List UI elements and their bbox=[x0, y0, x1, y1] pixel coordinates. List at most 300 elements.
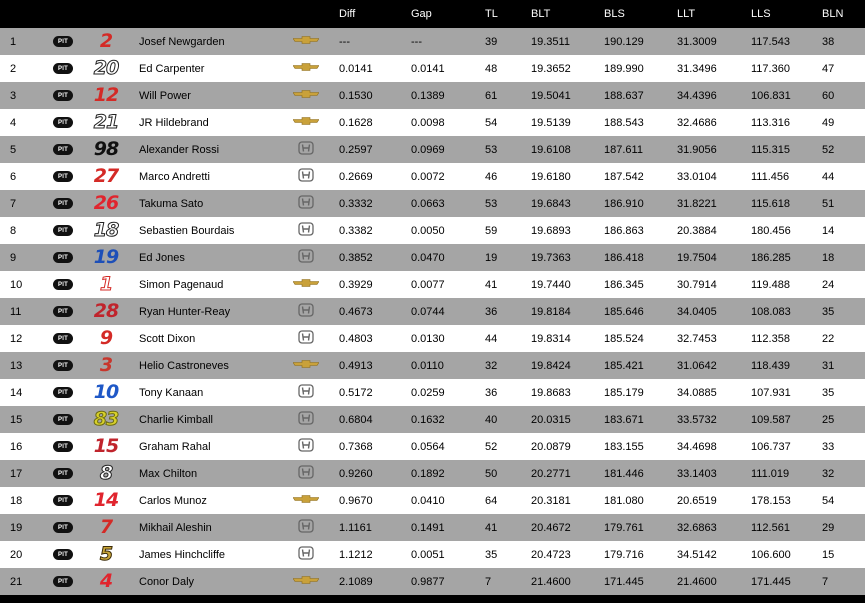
last-lap-speed-cell: 186.285 bbox=[751, 251, 791, 264]
total-laps-cell: 64 bbox=[485, 494, 498, 507]
pit-cell bbox=[53, 217, 73, 244]
pit-cell bbox=[53, 325, 73, 352]
last-lap-time-cell: 19.7504 bbox=[677, 251, 717, 264]
gap-cell: 0.0410 bbox=[411, 494, 445, 507]
best-lap-number-cell: 7 bbox=[822, 575, 829, 588]
best-lap-time-cell: 19.6108 bbox=[531, 143, 571, 156]
best-lap-number-cell: 14 bbox=[822, 224, 835, 237]
best-lap-time-cell: 20.0879 bbox=[531, 440, 571, 453]
chevrolet-icon bbox=[293, 278, 319, 291]
last-lap-time-cell: 31.3009 bbox=[677, 35, 717, 48]
position-cell: 21 bbox=[10, 575, 23, 588]
table-row[interactable] bbox=[0, 406, 865, 433]
best-lap-number-cell: 32 bbox=[822, 467, 835, 480]
engine-cell bbox=[291, 82, 321, 109]
total-laps-cell: 53 bbox=[485, 143, 498, 156]
pit-badge-icon: PIT bbox=[53, 387, 73, 398]
diff-cell: 0.3852 bbox=[339, 251, 373, 264]
engine-cell bbox=[291, 28, 321, 55]
pit-badge-icon: PIT bbox=[53, 333, 73, 344]
best-lap-time-cell: 19.5041 bbox=[531, 89, 571, 102]
gap-cell: 0.0110 bbox=[411, 359, 444, 372]
best-lap-number-cell: 25 bbox=[822, 413, 835, 426]
table-row[interactable] bbox=[0, 109, 865, 136]
engine-cell bbox=[291, 217, 321, 244]
car-number-label: 28 bbox=[93, 300, 119, 322]
car-number bbox=[88, 568, 124, 595]
best-lap-time-cell: 20.3181 bbox=[531, 494, 571, 507]
total-laps-cell: 54 bbox=[485, 116, 498, 129]
diff-cell: 0.2597 bbox=[339, 143, 373, 156]
best-lap-number-cell: 18 bbox=[822, 251, 835, 264]
total-laps-cell: 40 bbox=[485, 413, 498, 426]
chevrolet-icon bbox=[293, 494, 319, 507]
engine-cell bbox=[291, 433, 321, 460]
car-number-label: 83 bbox=[93, 408, 119, 430]
gap-cell: 0.1892 bbox=[411, 467, 445, 480]
gap-cell: 0.1632 bbox=[411, 413, 445, 426]
pit-badge-icon: PIT bbox=[53, 36, 73, 47]
total-laps-cell: 7 bbox=[485, 575, 492, 588]
gap-cell: 0.0050 bbox=[411, 224, 445, 237]
position-cell: 14 bbox=[10, 386, 23, 399]
last-lap-speed-cell: 106.831 bbox=[751, 89, 791, 102]
last-lap-speed-cell: 119.488 bbox=[751, 278, 790, 291]
diff-cell: --- bbox=[339, 35, 350, 48]
car-number-label: 15 bbox=[93, 435, 119, 457]
best-lap-speed-cell: 185.646 bbox=[604, 305, 644, 318]
last-lap-speed-cell: 112.358 bbox=[751, 332, 790, 345]
column-header-row bbox=[0, 0, 865, 28]
last-lap-time-cell: 20.6519 bbox=[677, 494, 717, 507]
pit-cell bbox=[53, 190, 73, 217]
honda-icon bbox=[298, 465, 314, 482]
last-lap-speed-cell: 180.456 bbox=[751, 224, 791, 237]
column-header-diff[interactable]: Diff bbox=[339, 8, 356, 20]
total-laps-cell: 39 bbox=[485, 35, 498, 48]
diff-cell: 0.4803 bbox=[339, 332, 373, 345]
total-laps-cell: 41 bbox=[485, 521, 498, 534]
gap-cell: 0.0098 bbox=[411, 116, 445, 129]
best-lap-number-cell: 31 bbox=[822, 359, 835, 372]
last-lap-speed-cell: 109.587 bbox=[751, 413, 791, 426]
honda-icon bbox=[298, 195, 314, 212]
best-lap-number-cell: 24 bbox=[822, 278, 835, 291]
pit-cell bbox=[53, 352, 73, 379]
driver-name[interactable]: Conor Daly bbox=[139, 575, 195, 588]
driver-name[interactable]: Carlos Munoz bbox=[139, 494, 207, 507]
chevrolet-icon bbox=[293, 575, 319, 588]
driver-name[interactable]: Simon Pagenaud bbox=[139, 278, 224, 291]
gap-cell: 0.0072 bbox=[411, 170, 445, 183]
total-laps-cell: 41 bbox=[485, 278, 498, 291]
pit-badge-icon: PIT bbox=[53, 90, 73, 101]
best-lap-time-cell: 19.6843 bbox=[531, 197, 571, 210]
driver-name[interactable]: Will Power bbox=[139, 89, 191, 102]
car-number bbox=[88, 55, 124, 82]
car-number-label: 14 bbox=[93, 489, 119, 511]
chevrolet-icon bbox=[293, 116, 319, 129]
driver-name[interactable]: Max Chilton bbox=[139, 467, 198, 480]
engine-cell bbox=[291, 136, 321, 163]
best-lap-speed-cell: 183.671 bbox=[604, 413, 644, 426]
diff-cell: 1.1161 bbox=[339, 521, 372, 534]
gap-cell: 0.0470 bbox=[411, 251, 445, 264]
best-lap-speed-cell: 186.345 bbox=[604, 278, 644, 291]
chevrolet-icon bbox=[293, 89, 319, 102]
last-lap-speed-cell: 117.360 bbox=[751, 62, 790, 75]
honda-icon bbox=[298, 411, 314, 428]
car-number bbox=[88, 82, 124, 109]
gap-cell: 0.9877 bbox=[411, 575, 445, 588]
last-lap-speed-cell: 111.019 bbox=[751, 467, 790, 480]
engine-cell bbox=[291, 55, 321, 82]
driver-name[interactable]: Ed Carpenter bbox=[139, 62, 205, 75]
pit-badge-icon: PIT bbox=[53, 549, 73, 560]
position-cell: 3 bbox=[10, 89, 17, 102]
diff-cell: 0.7368 bbox=[339, 440, 373, 453]
pit-badge-icon: PIT bbox=[53, 117, 73, 128]
table-row[interactable] bbox=[0, 541, 865, 568]
honda-icon bbox=[298, 546, 314, 563]
pit-cell bbox=[53, 406, 73, 433]
best-lap-time-cell: 20.2771 bbox=[531, 467, 571, 480]
total-laps-cell: 53 bbox=[485, 197, 498, 210]
driver-name[interactable]: Helio Castroneves bbox=[139, 359, 229, 372]
engine-cell bbox=[291, 460, 321, 487]
car-number bbox=[88, 487, 124, 514]
best-lap-speed-cell: 187.542 bbox=[604, 170, 644, 183]
car-number bbox=[88, 163, 124, 190]
pit-cell bbox=[53, 379, 73, 406]
best-lap-speed-cell: 171.445 bbox=[604, 575, 644, 588]
best-lap-speed-cell: 186.863 bbox=[604, 224, 644, 237]
car-number bbox=[88, 406, 124, 433]
last-lap-speed-cell: 113.316 bbox=[751, 116, 790, 129]
table-row[interactable] bbox=[0, 28, 865, 55]
car-number-label: 8 bbox=[99, 462, 113, 484]
gap-cell: 0.0564 bbox=[411, 440, 445, 453]
honda-icon bbox=[298, 303, 314, 320]
position-cell: 2 bbox=[10, 62, 17, 75]
honda-icon bbox=[298, 168, 314, 185]
last-lap-time-cell: 31.9056 bbox=[677, 143, 717, 156]
pit-cell bbox=[53, 433, 73, 460]
position-cell: 11 bbox=[10, 305, 22, 318]
last-lap-time-cell: 32.7453 bbox=[677, 332, 717, 345]
car-number-label: 3 bbox=[99, 354, 113, 376]
table-row[interactable] bbox=[0, 568, 865, 595]
car-number bbox=[88, 136, 124, 163]
pit-badge-icon: PIT bbox=[53, 306, 73, 317]
diff-cell: 0.9670 bbox=[339, 494, 373, 507]
car-number-label: 1 bbox=[99, 273, 113, 295]
table-row[interactable] bbox=[0, 325, 865, 352]
car-number-label: 26 bbox=[93, 192, 119, 214]
position-cell: 4 bbox=[10, 116, 17, 129]
position-cell: 12 bbox=[10, 332, 23, 345]
car-number bbox=[88, 298, 124, 325]
total-laps-cell: 32 bbox=[485, 359, 498, 372]
last-lap-time-cell: 34.5142 bbox=[677, 548, 717, 561]
table-row[interactable] bbox=[0, 217, 865, 244]
driver-name[interactable]: Graham Rahal bbox=[139, 440, 211, 453]
last-lap-speed-cell: 107.931 bbox=[751, 386, 791, 399]
best-lap-speed-cell: 181.080 bbox=[604, 494, 644, 507]
best-lap-number-cell: 54 bbox=[822, 494, 835, 507]
column-header-lls[interactable]: LLS bbox=[751, 8, 771, 20]
gap-cell: 0.0141 bbox=[411, 62, 445, 75]
honda-icon bbox=[298, 519, 314, 536]
best-lap-speed-cell: 179.761 bbox=[604, 521, 644, 534]
car-number bbox=[88, 190, 124, 217]
chevrolet-icon bbox=[293, 35, 319, 48]
diff-cell: 1.1212 bbox=[339, 548, 373, 561]
car-number-label: 9 bbox=[99, 327, 113, 349]
last-lap-time-cell: 31.3496 bbox=[677, 62, 717, 75]
last-lap-time-cell: 34.4396 bbox=[677, 89, 717, 102]
diff-cell: 0.4673 bbox=[339, 305, 373, 318]
pit-badge-icon: PIT bbox=[53, 522, 73, 533]
gap-cell: 0.1491 bbox=[411, 521, 445, 534]
driver-name[interactable]: Josef Newgarden bbox=[139, 35, 225, 48]
car-number bbox=[88, 541, 124, 568]
honda-icon bbox=[298, 330, 314, 347]
best-lap-number-cell: 44 bbox=[822, 170, 835, 183]
last-lap-speed-cell: 115.618 bbox=[751, 197, 790, 210]
engine-cell bbox=[291, 541, 321, 568]
table-row[interactable] bbox=[0, 190, 865, 217]
driver-name[interactable]: Sebastien Bourdais bbox=[139, 224, 235, 237]
car-number-label: 19 bbox=[93, 246, 119, 268]
best-lap-speed-cell: 187.611 bbox=[604, 143, 643, 156]
car-number-label: 7 bbox=[99, 516, 113, 538]
last-lap-time-cell: 34.4698 bbox=[677, 440, 717, 453]
engine-cell bbox=[291, 514, 321, 541]
diff-cell: 0.2669 bbox=[339, 170, 373, 183]
best-lap-number-cell: 29 bbox=[822, 521, 835, 534]
driver-name[interactable]: Mikhail Aleshin bbox=[139, 521, 212, 534]
total-laps-cell: 44 bbox=[485, 332, 498, 345]
driver-name[interactable]: Ryan Hunter-Reay bbox=[139, 305, 231, 318]
diff-cell: 0.3382 bbox=[339, 224, 373, 237]
last-lap-time-cell: 31.8221 bbox=[677, 197, 717, 210]
driver-name[interactable]: James Hinchcliffe bbox=[139, 548, 225, 561]
gap-cell: 0.1389 bbox=[411, 89, 445, 102]
gap-cell: 0.0130 bbox=[411, 332, 445, 345]
best-lap-time-cell: 20.4672 bbox=[531, 521, 571, 534]
car-number bbox=[88, 433, 124, 460]
diff-cell: 0.4913 bbox=[339, 359, 373, 372]
car-number-label: 21 bbox=[93, 111, 119, 133]
car-number-label: 98 bbox=[93, 138, 119, 160]
last-lap-time-cell: 34.0885 bbox=[677, 386, 717, 399]
position-cell: 6 bbox=[10, 170, 17, 183]
position-cell: 17 bbox=[10, 467, 23, 480]
engine-cell bbox=[291, 487, 321, 514]
best-lap-time-cell: 21.4600 bbox=[531, 575, 571, 588]
table-row[interactable] bbox=[0, 136, 865, 163]
position-cell: 8 bbox=[10, 224, 17, 237]
last-lap-speed-cell: 111.456 bbox=[751, 170, 790, 183]
car-number bbox=[88, 352, 124, 379]
honda-icon bbox=[298, 384, 314, 401]
best-lap-number-cell: 38 bbox=[822, 35, 835, 48]
pit-cell bbox=[53, 487, 73, 514]
engine-cell bbox=[291, 244, 321, 271]
best-lap-number-cell: 47 bbox=[822, 62, 835, 75]
engine-cell bbox=[291, 352, 321, 379]
car-number bbox=[88, 271, 124, 298]
table-row[interactable] bbox=[0, 379, 865, 406]
best-lap-speed-cell: 189.990 bbox=[604, 62, 644, 75]
best-lap-time-cell: 19.7363 bbox=[531, 251, 571, 264]
car-number-label: 10 bbox=[93, 381, 119, 403]
pit-badge-icon: PIT bbox=[53, 279, 73, 290]
diff-cell: 0.1628 bbox=[339, 116, 373, 129]
column-header-blt[interactable]: BLT bbox=[531, 8, 551, 20]
best-lap-number-cell: 60 bbox=[822, 89, 835, 102]
honda-icon bbox=[298, 141, 314, 158]
engine-cell bbox=[291, 109, 321, 136]
chevrolet-icon bbox=[293, 62, 319, 75]
best-lap-speed-cell: 181.446 bbox=[604, 467, 644, 480]
engine-cell bbox=[291, 406, 321, 433]
car-number bbox=[88, 28, 124, 55]
last-lap-time-cell: 21.4600 bbox=[677, 575, 717, 588]
diff-cell: 0.9260 bbox=[339, 467, 373, 480]
best-lap-speed-cell: 179.716 bbox=[604, 548, 644, 561]
column-header-bls[interactable]: BLS bbox=[604, 8, 625, 20]
car-number bbox=[88, 325, 124, 352]
pit-cell bbox=[53, 82, 73, 109]
pit-cell bbox=[53, 109, 73, 136]
driver-name[interactable]: Alexander Rossi bbox=[139, 143, 220, 156]
best-lap-time-cell: 19.7440 bbox=[531, 278, 571, 291]
pit-cell bbox=[53, 460, 73, 487]
last-lap-speed-cell: 112.561 bbox=[751, 521, 790, 534]
position-cell: 1 bbox=[10, 35, 17, 48]
best-lap-time-cell: 20.4723 bbox=[531, 548, 571, 561]
last-lap-time-cell: 33.0104 bbox=[677, 170, 717, 183]
pit-badge-icon: PIT bbox=[53, 441, 73, 452]
best-lap-speed-cell: 188.637 bbox=[604, 89, 644, 102]
pit-cell bbox=[53, 568, 73, 595]
last-lap-speed-cell: 171.445 bbox=[751, 575, 791, 588]
last-lap-speed-cell: 117.543 bbox=[751, 35, 790, 48]
car-number bbox=[88, 514, 124, 541]
pit-cell bbox=[53, 136, 73, 163]
driver-name[interactable]: JR Hildebrand bbox=[139, 116, 209, 129]
honda-icon bbox=[298, 222, 314, 239]
position-cell: 5 bbox=[10, 143, 17, 156]
column-header-tl[interactable]: TL bbox=[485, 8, 498, 20]
column-header-bln[interactable]: BLN bbox=[822, 8, 844, 20]
position-cell: 19 bbox=[10, 521, 23, 534]
engine-cell bbox=[291, 190, 321, 217]
car-number-label: 18 bbox=[93, 219, 119, 241]
gap-cell: 0.0744 bbox=[411, 305, 445, 318]
table-row[interactable] bbox=[0, 244, 865, 271]
diff-cell: 0.6804 bbox=[339, 413, 373, 426]
best-lap-speed-cell: 188.543 bbox=[604, 116, 644, 129]
car-number-label: 27 bbox=[93, 165, 119, 187]
engine-cell bbox=[291, 298, 321, 325]
honda-icon bbox=[298, 438, 314, 455]
last-lap-time-cell: 32.6863 bbox=[677, 521, 717, 534]
engine-cell bbox=[291, 568, 321, 595]
table-row[interactable] bbox=[0, 352, 865, 379]
standings-list bbox=[0, 28, 865, 595]
last-lap-speed-cell: 106.600 bbox=[751, 548, 791, 561]
column-header-llt[interactable]: LLT bbox=[677, 8, 696, 20]
gap-cell: --- bbox=[411, 35, 422, 48]
gap-cell: 0.0663 bbox=[411, 197, 445, 210]
total-laps-cell: 59 bbox=[485, 224, 498, 237]
table-row[interactable] bbox=[0, 271, 865, 298]
engine-cell bbox=[291, 379, 321, 406]
engine-cell bbox=[291, 271, 321, 298]
best-lap-number-cell: 35 bbox=[822, 305, 835, 318]
table-row[interactable] bbox=[0, 163, 865, 190]
best-lap-number-cell: 51 bbox=[822, 197, 835, 210]
diff-cell: 0.5172 bbox=[339, 386, 373, 399]
diff-cell: 0.3929 bbox=[339, 278, 373, 291]
total-laps-cell: 52 bbox=[485, 440, 498, 453]
gap-cell: 0.0259 bbox=[411, 386, 445, 399]
table-row[interactable] bbox=[0, 55, 865, 82]
pit-badge-icon: PIT bbox=[53, 468, 73, 479]
honda-icon bbox=[298, 249, 314, 266]
position-cell: 15 bbox=[10, 413, 23, 426]
best-lap-speed-cell: 185.524 bbox=[604, 332, 644, 345]
diff-cell: 0.0141 bbox=[339, 62, 373, 75]
table-row[interactable] bbox=[0, 82, 865, 109]
driver-name[interactable]: Ed Jones bbox=[139, 251, 185, 264]
best-lap-number-cell: 35 bbox=[822, 386, 835, 399]
car-number-label: 2 bbox=[99, 30, 113, 52]
driver-name[interactable]: Takuma Sato bbox=[139, 197, 204, 210]
gap-cell: 0.0969 bbox=[411, 143, 445, 156]
best-lap-speed-cell: 185.179 bbox=[604, 386, 644, 399]
table-row[interactable] bbox=[0, 298, 865, 325]
driver-name[interactable]: Charlie Kimball bbox=[139, 413, 213, 426]
pit-badge-icon: PIT bbox=[53, 252, 73, 263]
pit-cell bbox=[53, 298, 73, 325]
driver-name[interactable]: Scott Dixon bbox=[139, 332, 196, 345]
car-number bbox=[88, 109, 124, 136]
chevrolet-icon bbox=[293, 359, 319, 372]
car-number-label: 20 bbox=[93, 57, 119, 79]
last-lap-time-cell: 30.7914 bbox=[677, 278, 717, 291]
table-row[interactable] bbox=[0, 487, 865, 514]
best-lap-time-cell: 19.6180 bbox=[531, 170, 571, 183]
last-lap-speed-cell: 108.083 bbox=[751, 305, 791, 318]
engine-cell bbox=[291, 325, 321, 352]
best-lap-time-cell: 19.5139 bbox=[531, 116, 571, 129]
table-row[interactable] bbox=[0, 460, 865, 487]
table-row[interactable] bbox=[0, 433, 865, 460]
best-lap-time-cell: 20.0315 bbox=[531, 413, 571, 426]
driver-name[interactable]: Marco Andretti bbox=[139, 170, 210, 183]
column-header-gap[interactable]: Gap bbox=[411, 8, 432, 20]
driver-name[interactable]: Tony Kanaan bbox=[139, 386, 204, 399]
pit-badge-icon: PIT bbox=[53, 144, 73, 155]
position-cell: 13 bbox=[10, 359, 23, 372]
table-row[interactable] bbox=[0, 514, 865, 541]
pit-badge-icon: PIT bbox=[53, 63, 73, 74]
best-lap-time-cell: 19.3511 bbox=[531, 35, 570, 48]
